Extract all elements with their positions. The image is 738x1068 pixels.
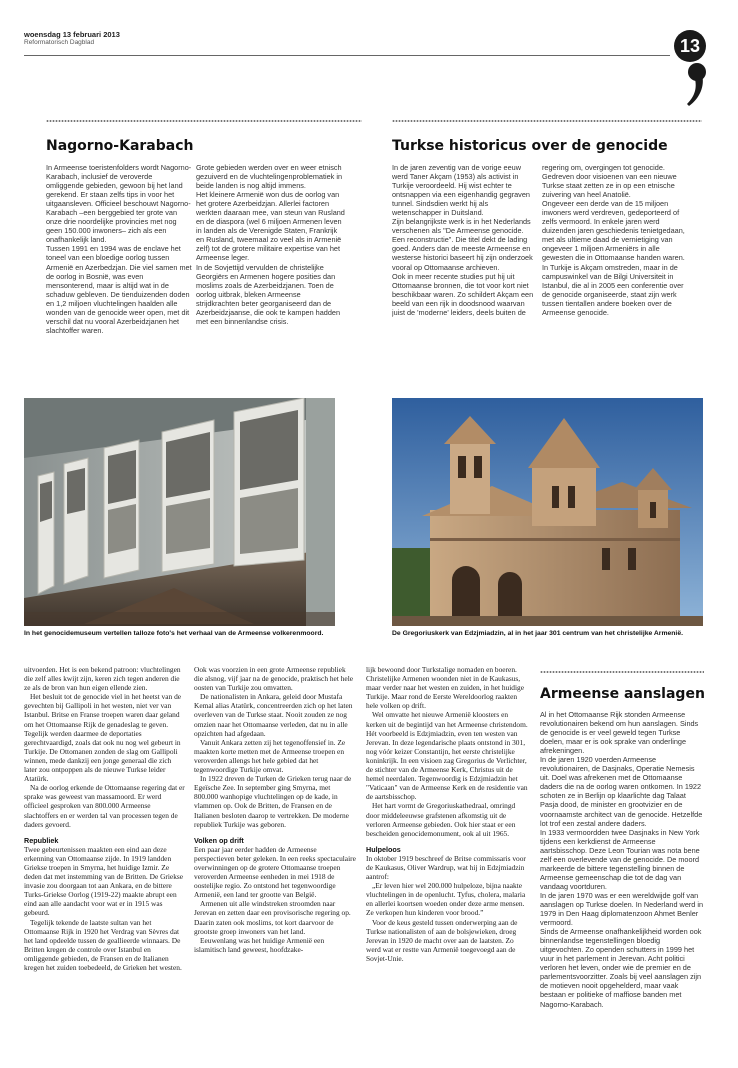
paragraph: In Turkije is Akçam omstreden, maar in de campuswinkel van de Bilgi Universiteit in Istanbul, die al in 2005 een conferentie over de genocide organiseerde, staat zijn werk tussen tientallen andere boeken over de Armeense genocide. [542, 262, 684, 317]
museum-image [24, 398, 335, 626]
paragraph: In de jaren 1920 voerden Armeense revolutionairen, de Dasjnaks, Operatie Nemesis uit. Doel was afrekenen met de Ottomaanse daders die na de oorlog waren ontkomen. In 1922 schoten ze in Berlijn op klaarlichte dag Talaat Pasja dood, de minister en grootvizier en de voornaamste architect van de genocide. Hetzelfde lot trof een zestal andere daders. [540, 755, 703, 828]
article-column [194, 665, 356, 1061]
section-title-aanslagen: Armeense aanslagen [540, 686, 705, 702]
paragraph: In 1922 dreven de Turken de Grieken terug naar de Egeïsche Zee. In september ging Smyrna, met 800.000 wanhopige vluchtelingen op de kade, in vlammen op. Ook de Britten, de Fransen en de Italianen besloten daarop te vertrekken. De moderne republiek Turkije was geboren. [194, 774, 352, 829]
paragraph: Al in het Ottomaanse Rijk stonden Armeense revolutionairen bekend om hun aanslagen. Sinds de genocide is er veel geweld tegen Turkse doelen, maar er is ook sprake van onderlinge afrekeningen. [540, 710, 699, 756]
paragraph: Eeuwenlang was het huidige Armenië een islamitisch land geweest, hoofdzake- [194, 935, 325, 954]
paragraph: In 1933 vermoordden twee Dasjnaks in New York tijdens een kerkdienst de Armeense aartsbisschop. Deze Leon Tourian was nota bene zelf een overlevende van de genocide. De moord markeerde de bittere tegenstelling binnen de Armeense gemeenschap die tot de dag van vandaag voortduren. [540, 827, 700, 891]
church-image [392, 398, 703, 626]
museum-photo [24, 398, 335, 626]
paragraph: lijk bewoond door Turkstalige nomaden en boeren. Christelijke Armenen woonden niet in de Kaukasus, maar verder naar het westen en zuiden, in het huidige Turkije. Maar rond de Eerste Wereldoorlog raakten hele volken op drift. [366, 665, 525, 711]
paragraph: Ook was voorzien in een grote Armeense republiek die alsnog, vijf jaar na de genocide, praktisch het hele oosten van Turkije zou omvatten. [194, 665, 354, 693]
article-column [542, 163, 692, 385]
paragraph: Een paar jaar eerder hadden de Armeense perspectieven beter geleken. In een reeks spectaculaire overwinningen op de grotere Ottomaanse troepen veroverden Armeense eenheden in mei 1918 de oostelijke regio. Zo ontstond het tegenwoordige Armenië, een land ter grootte van België. [194, 844, 356, 900]
page-number: 13 [674, 30, 706, 62]
paragraph: De nationalisten in Ankara, geleid door Mustafa Kemal alias Atatürk, concentreerden zich op het laten overleven van de Turkse staat. Nooit zouden ze nog omzien naar het Ottomaanse verleden, dat nu in alle opzichten had afgedaan. [194, 692, 353, 738]
paragraph: Voor de keus gesteld tussen onderwerping aan de Turkse nationalisten of aan de bolsjewieken, droeg Jerevan in 1920 de macht over aan de laatsten. Zo werd wat er restte van Armenië toegevoegd aan de Sovjet-Unie. [366, 917, 518, 963]
paragraph: Armenen uit alle windstreken stroomden naar Jerevan en zetten daar een provisorische regering op. Daarin zaten ook moslims, tot kort daarvoor de grootste groep inwoners van het land. [194, 899, 351, 936]
section-dotted-rule [392, 119, 702, 123]
issue-date: woensdag 13 februari 2013 [24, 30, 120, 39]
paragraph: In de jaren 1970 was er een wereldwijde golf van aanslagen op Turkse doelen. In Nederland werd in 1979 in Den Haag diplomatenzoon Ahmet Benler vermoord. [540, 890, 704, 928]
section-dotted-rule [46, 119, 362, 123]
masthead [24, 30, 120, 48]
newspaper-name: Reformatorisch Dagblad [24, 39, 95, 47]
photo-caption-church: De Gregoriuskerk van Edzjmiadzin, al in het jaar 301 centrum van het christelijke Armenië. [392, 630, 683, 637]
paragraph: In oktober 1919 beschreef de Britse commissaris voor de Kaukasus, Oliver Wardrup, wat hij in Edzjmiadzin aantrof: [366, 853, 526, 882]
subheading-republiek: Republiek [24, 835, 59, 845]
paragraph: Ook in meer recente studies put hij uit Ottomaanse bronnen, die tot voor kort niet beschikbaar waren. Zo schildert Akçam een beeld van een rijk in doodsnood waarvan juist de 'moderne' leiders, deels buiten de [392, 271, 534, 317]
article-column [540, 710, 704, 1062]
section-title-historicus: Turkse historicus over de genocide [392, 138, 668, 154]
paragraph: In Armeense toeristenfolders wordt Nagorno-Karabach, inclusief de veroverde omliggende gebieden, gewoon bij het land gerekend. Er staan zelfs tips in voor het uitgaansleven. Officieel beschouwt Nagorno-Karabach –een berggebied ter grote van onze drie noordelijke provincies met nog geen 150.000 inwoners– zich als een onafhankelijk land. [46, 163, 192, 245]
section-dotted-rule [540, 670, 704, 674]
paragraph: Na de oorlog erkende de Ottomaanse regering dat er sprake was geweest van massamoord. Er werd officieel gesproken van 800.000 Armeense slachtoffers en er werden tal van processen tegen de daders gevoerd. [24, 783, 185, 829]
header-rule [24, 55, 670, 56]
church-photo [392, 398, 703, 626]
subheading-hulpeloos: Hulpeloos [366, 844, 401, 854]
paragraph: Zijn belangrijkste werk is in het Nederlands verschenen als "De Armeense genocide. Een reconstructie". Die titel dekt de lading goed. Anders dan de meeste Armeense en westerse historici baseert hij zijn onderzoek vooral op Ottomaanse archieven. [392, 217, 533, 272]
paragraph: Wel omvatte het nieuwe Armenië kloosters en kerken uit de begintijd van het Armeense christendom. Hét voorbeeld is Edzjmiadzin, even ten westen van Jerevan. In deze legendarische plaats ontstond in 301, nog vóór keizer Constantijn, het eerste christelijke koninkrijk. In een visioen zag Gregorius de Verlichter, de stichter van de Armeense Kerk, Christus uit de hemel neerdalen. Tegenwoordig is Edzjmiadzin het "Vaticaan" van de Armeense Kerk en de residentie van de aartsbisschop. [366, 710, 528, 802]
article-column [392, 163, 538, 375]
paragraph: Vanuit Ankara zetten zij het tegenoffensief in. Ze maakten korte metten met de Armeense troepen en veroverden allengs het hele gebied dat het tegenwoordige Turkije omvat. [194, 737, 346, 775]
paragraph: Ongeveer een derde van de 15 miljoen inwoners werd verdreven, gedeporteerd of zelfs vermoord. In enkele jaren werd duizenden jaren geschiedenis tenietgedaan, met als ultieme daad de vernietiging van ongeveer 1 miljoen Armeniërs in alle gewesten die in Ottomaanse handen waren. [542, 199, 685, 263]
subheading-volken-op-drift: Volken op drift [194, 835, 244, 845]
comma-logo-icon [686, 62, 708, 108]
article-column [196, 163, 346, 375]
paragraph: uitvoerden. Het is een bekend patroon: vluchtelingen die zelf alles kwijt zijn, keren zich tegen anderen die ze als de bron van hun eigen ellende zien. [24, 665, 181, 693]
section-title-karabach: Nagorno-Karabach [46, 138, 194, 154]
paragraph: „Er leven hier wel 200.000 hulpeloze, bijna naakte vluchtelingen in de openlucht. Tyfus, cholera, malaria en allerlei koortsen woeden onder deze arme mensen. Ze verkopen hun kinderen voor brood.” [366, 881, 526, 918]
photo-caption-museum: In het genocidemuseum vertellen talloze foto's het verhaal van de Armeense volkerenmoord. [24, 630, 324, 637]
paragraph: Twee gebeurtenissen maakten een eind aan deze erkenning van Ottomaanse zijde. In 1919 landden Griekse troepen in Smyrna, het huidige Izmir. Ze deden dat met instemming van de Britten. De Griekse invasie zou doorgaan tot aan Ankara, en de bittere Turks-Griekse Oorlog (1919-22) maakte abrupt een eind aan alle aandacht voor wat er in 1915 was gebeurd. [24, 844, 184, 918]
paragraph: Tussen 1991 en 1994 was de enclave het toneel van een bloedige oorlog tussen Armenië en Azerbedzjan. Die viel samen met de oorlog in Bosnië, was even mensonterend, maar is altijd wat in de schaduw gebleven. De tienduizenden doden en 1,2 miljoen vluchtelingen haalden alle wonden van de genocide weer open, met dit verschil dat nu vooral Azerbeidzjanen het slachtoffer waren. [46, 244, 192, 335]
paragraph: In de Sovjettijd vervulden de christelijke Georgiërs en Armenen hogere posities dan moslims zoals de Azerbeidzjanen. Toen de oorlog uitbrak, bleken Armeense strijdkrachten beter georganiseerd dan de Azerbeidzjaanse, die ook te kampen hadden met een binnenlandse crisis. [196, 262, 341, 326]
paragraph: regering om, overgingen tot genocide. Gedreven door visioenen van een nieuwe Turkse staat zetten ze in op een etnische zuivering van heel Anatolië. [542, 163, 677, 200]
article-column [24, 665, 186, 1061]
article-column [366, 665, 530, 1061]
paragraph: Sinds de Armeense onafhankelijkheid worden ook binnenlandse tegenstellingen bloedig uitgevochten. Zo openden schutters in 1999 het vuur in het parlement in Jerevan. Acht politici verloren het leven, onder wie de premier en de parlementsvoorzitter. Zoals bij veel aanslagen zijn de motieven nooit opgehelderd, maar vaak bestaan er politieke of maffiose banden met Nagorno-Karabach. [540, 927, 702, 1009]
paragraph: In de jaren zeventig van de vorige eeuw werd Taner Akçam (1953) als activist in Turkije veroordeeld. Hij wist echter te ontsnappen via een eigenhandig gegraven tunnel. Sindsdien werkt hij als wetenschapper in Duitsland. [392, 163, 530, 218]
paragraph: Het besluit tot de genocide viel in het heetst van de gevechten bij Gallipoli in het westen, niet ver van Istanbul. Britse en Franse troepen waren daar geland om het Ottomaanse Rijk de genadeslag te geven. Tegelijk werden daarmee de deportaties gerechtvaardigd, zoals dat ook nu nog wel gebeurt in Turkije. De Ottomanen zonden de slag om Gallipoli winnen, mede dankzij een jonge generaal die zich later zou ontpoppen als de nieuwe Turkse leider Atatürk. [24, 692, 182, 784]
article-column [46, 163, 192, 375]
paragraph: Het hart vormt de Gregoriuskathedraal, omringd door middeleeuwse grafstenen afkomstig uit de verloren Armeense gebieden. Ook hier staat er een bescheiden genocidemonument, ook al uit 1965. [366, 801, 516, 838]
paragraph: Tegelijk tekende de laatste sultan van het Ottomaanse Rijk in 1920 het Verdrag van Sèvres dat het land opdeelde tussen de geallieerde winnaars. De Britten kregen de controle over Istanbul en omliggende gebieden, de Fransen en de Italianen kregen het zuiden toebedeeld, de Grieken het westen. [24, 917, 182, 972]
paragraph: Het kleinere Armenië won dus de oorlog van het grotere Azerbeidzjan. Allerlei factoren werkten daaraan mee, van steun van Rusland en de diaspora (wel 6 miljoen Armenen leven in landen als de Verenigde Staten, Frankrijk en Rusland, tweemaal zo veel als in Armenië zelf) tot de grotere militaire expertise van het Armeense leger. [196, 190, 345, 263]
paragraph: Grote gebieden werden over en weer etnisch gezuiverd en de vluchtelingenproblematiek in beide landen is nog altijd immens. [196, 163, 343, 191]
